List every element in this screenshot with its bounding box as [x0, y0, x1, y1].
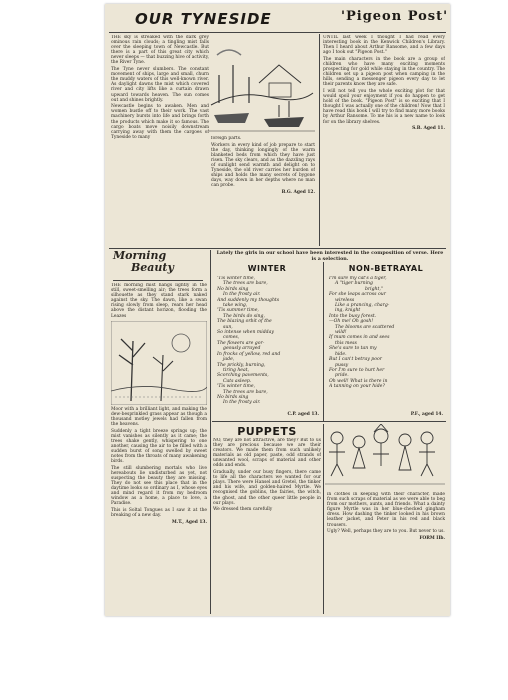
pigeon-post-title: 'Pigeon Post' [341, 9, 449, 24]
tyneside-para: Workers in every kind of job prepare to start the day, thinking longingly of the warm blanketed beds from which they have just risen. The sky clears, and as the dazzling rays of sunlight send warmth and delight on to Tyneside, the old river carries her burden of ships and holds the many secrets of bygone days, way down in her depths where no man can probe. [211, 142, 315, 189]
winter-line: Cats asleep. [223, 378, 252, 384]
betrayal-line: For she leaps across our [329, 292, 386, 298]
winter-line: sun, [223, 324, 233, 330]
winter-line: No birds sing [217, 394, 249, 400]
header-rule [109, 32, 446, 33]
winter-line: In the frosty air. [223, 292, 261, 298]
puppets-para: We dressed them carefully [213, 507, 273, 513]
puppets-illustration [325, 424, 445, 490]
betrayal-line: wireless [335, 297, 355, 303]
tyneside-illustration [209, 35, 315, 135]
winter-line: No birds sing [217, 286, 249, 292]
winter-line: The prickly, burning, [217, 362, 266, 368]
betrayal-line: If mum comes in and sees [329, 335, 390, 341]
morning-para: This is Soltal Tongues as I saw it at the breaking of a new day. [111, 507, 207, 519]
betrayal-line: pride. [335, 373, 349, 379]
winter-line: The trees are bare, [223, 389, 268, 395]
column-rule [210, 250, 211, 614]
winter-line: comes, [223, 335, 240, 341]
morning-para: The still slumbering mortals who live hereabouts lie undisturbed as yet, not suspecting the beauty they are missing. They do not see this place that in the daytime looks so ordinary as I, whose eyes and mind regard it from my bedroom window as a home, a place to love, a Paradise. [111, 465, 207, 507]
tyneside-para: The Tyne never slumbers. The constant movement of ships, large and small, churn the muddy waters of this well-known river. As daylight dawns the mist which covered river and city lifts like a curtain drawn upward towards heaven. The sun comes out and shines brightly. [111, 67, 209, 103]
newspaper-clipping [105, 4, 450, 616]
betrayal-line: The blooms are scattered [335, 324, 395, 330]
puppets-para: Gradually, under our busy fingers, there came to life all the characters we wanted for our plays. There were Hansel and Gretel, the tinker and his wife, and golden-haired Myrtle. We recognised the goblins, the fairies, the witch, the ghost, and the other queer little people in our plays. [213, 470, 321, 506]
betrayal-line: bright," [365, 286, 383, 292]
winter-poem [217, 276, 321, 412]
morning-illustration [111, 321, 207, 405]
puppets-para: Ugly? Well, perhaps they are to you. But never to us. [327, 529, 445, 535]
winter-title: WINTER [247, 264, 287, 273]
betrayal-line: ing, knight [335, 308, 361, 314]
betrayal-line: Like a prancing, charg- [335, 303, 390, 309]
tyneside-col-1 [111, 35, 209, 245]
morning-para: Suddenly a tight breeze springs up; the mist vanishes as silently as it came; the trees shake gently, whispering to one another, causing the air to be filled with a sudden burst of song swelled by sweet notes from the throats of many awakening birds. [111, 428, 207, 465]
pigeon-post-col [323, 35, 445, 247]
betrayal-line: She's sure to tan my [329, 346, 377, 352]
winter-line: In the frosty air. [223, 400, 261, 406]
puppets-para: NO, they are not attractive, are they? But to us they are precious because we are their creators. We made them from such unlikely materials as old paper, paste, odd strands of unwanted wool, scraps of material and other odds and ends. [213, 438, 321, 469]
betrayal-line: For I'm sure to hurt her [329, 367, 385, 373]
puppets-col-2 [327, 492, 445, 614]
betrayal-line: Into the busy forest. [329, 313, 377, 319]
column-rule [323, 424, 324, 614]
winter-line: 'Tis winter time, [217, 384, 256, 390]
betrayal-line: pussy [335, 362, 349, 368]
column-rule [323, 262, 324, 422]
betrayal-line: I'm sure my cat's a tiger, [329, 276, 387, 281]
winter-line: 'Tis summer time, [217, 308, 259, 314]
betrayal-line: But I can't betray poor [329, 357, 382, 363]
pigeon-para: UNTIL last week I thought I had read every interesting book in the Kenwick Children's Library. Then I heard about Arthur Ransome, and a few days ago I took out "Pigeon Post." [323, 35, 445, 56]
puppets-title: PUPPETS [237, 425, 297, 438]
winter-line: In frocks of yellow, red and [217, 351, 281, 357]
tyneside-para: Newcastle begins to awaken. Men and women bustle off to their work. The vast machinery bursts into life and brings forth the products which make it so famous. The cargo boats move noisily downstream carrying away with them the cargoes of Tyneside to many [111, 104, 209, 140]
tyneside-signature: B.G. Aged 12. [281, 189, 315, 195]
betrayal-line: wild! [335, 330, 347, 336]
puppets-para: in clothes in keeping with their character, made from such scraps of material as we were able to beg from our mothers, aunts, and friends. What a dainty figure Myrtle was in her blue-checked gingham dress. How dashing the tinker looked in his brown leather jacket, and Peter in his red and black trousers. [327, 492, 445, 528]
tyneside-para: foreign parts. [211, 136, 242, 141]
winter-signature: C.P. aged 13. [287, 412, 319, 417]
winter-line: tiring heat, [223, 367, 250, 373]
tyneside-col-2 [211, 136, 315, 246]
winter-line: Scorching pavements, [217, 373, 269, 379]
puppets-signature: FORM IIb. [419, 535, 445, 541]
winter-line: The birds do sing, [223, 313, 265, 319]
verse-intro: Lately the girls in our school have been interested in the composition of verse. Here is a selection. [216, 250, 444, 262]
morning-para: THE morning mist hangs lightly in the still, sweet-smelling air; the trees form a silhouette as they stand stark naked against the sky. The dawn, like a swan rising slowly from sleep, rears her head above the distant horizon, flooding the Leazes [111, 283, 207, 319]
column-rule [319, 34, 320, 246]
winter-line: 'Tis winter time, [217, 276, 256, 281]
betrayal-line: hide. [335, 351, 347, 357]
non-betrayal-title: NON-BETRAYAL [348, 264, 424, 273]
section-rule [212, 421, 446, 422]
winter-line: take wing, [223, 303, 248, 309]
winter-line: So intense when midday [217, 330, 274, 336]
morning-title-line: Morning [113, 249, 167, 262]
pigeon-para: The main characters in the book are a group of children who have many exciting moments prospecting for gold while staying in the country. The children set up a pigeon post when camping in the hills, sending a messenger pigeon every day to let their parents know they are safe. [323, 56, 445, 88]
morning-title-line: Beauty [131, 261, 174, 274]
morning-col [111, 283, 207, 613]
non-betrayal-signature: P.F., aged 14. [410, 412, 443, 417]
tyneside-para: THE sky is streaked with the dark grey ominous rain clouds; a tingling mist falls over the sleeping town of Newcastle. But there is a part of this great city which never sleeps — that buzzing hive of activity, the River Tyne. [111, 35, 209, 66]
winter-line: geously arrayed [223, 346, 261, 352]
betrayal-line: this mess [335, 340, 357, 346]
pigeon-signature: S.B. Aged 11. [412, 126, 445, 132]
betrayal-line: —Oh me! Oh gosh! [329, 319, 374, 325]
winter-line: The blazing orbit of the [217, 319, 272, 325]
tyneside-title: OUR TYNESIDE [135, 10, 272, 28]
puppets-col-1 [213, 438, 321, 614]
morning-para: Moor with a brilliant light, and making the dew-besprinkled grass appear as though a thousand motley jewels had fallen from the heavens. [111, 406, 207, 427]
winter-line: And suddenly my thoughts [217, 297, 280, 303]
pigeon-para: I will not tell you the whole exciting plot for that would spoil your enjoyment if you do happen to get hold of the book. "Pigeon Post" is so exciting that I thought I was actually one of the children! Now that I have read this book I will try to find many more books by Arthur Ransome. To me his is a new name to look for on the library shelves. [323, 88, 445, 125]
betrayal-line: A "tiger burning [335, 281, 373, 287]
winter-line: The flowers are gor- [217, 340, 265, 346]
winter-line: The trees are bare, [223, 281, 268, 287]
morning-signature: M.T., Aged 13. [171, 519, 207, 525]
betrayal-line: Oh well! What is there in [329, 378, 388, 384]
winter-line: jade, [223, 357, 235, 363]
non-betrayal-poem [329, 276, 445, 412]
betrayal-line: A tanning on your hide? [329, 384, 385, 390]
morning-title [113, 250, 203, 281]
